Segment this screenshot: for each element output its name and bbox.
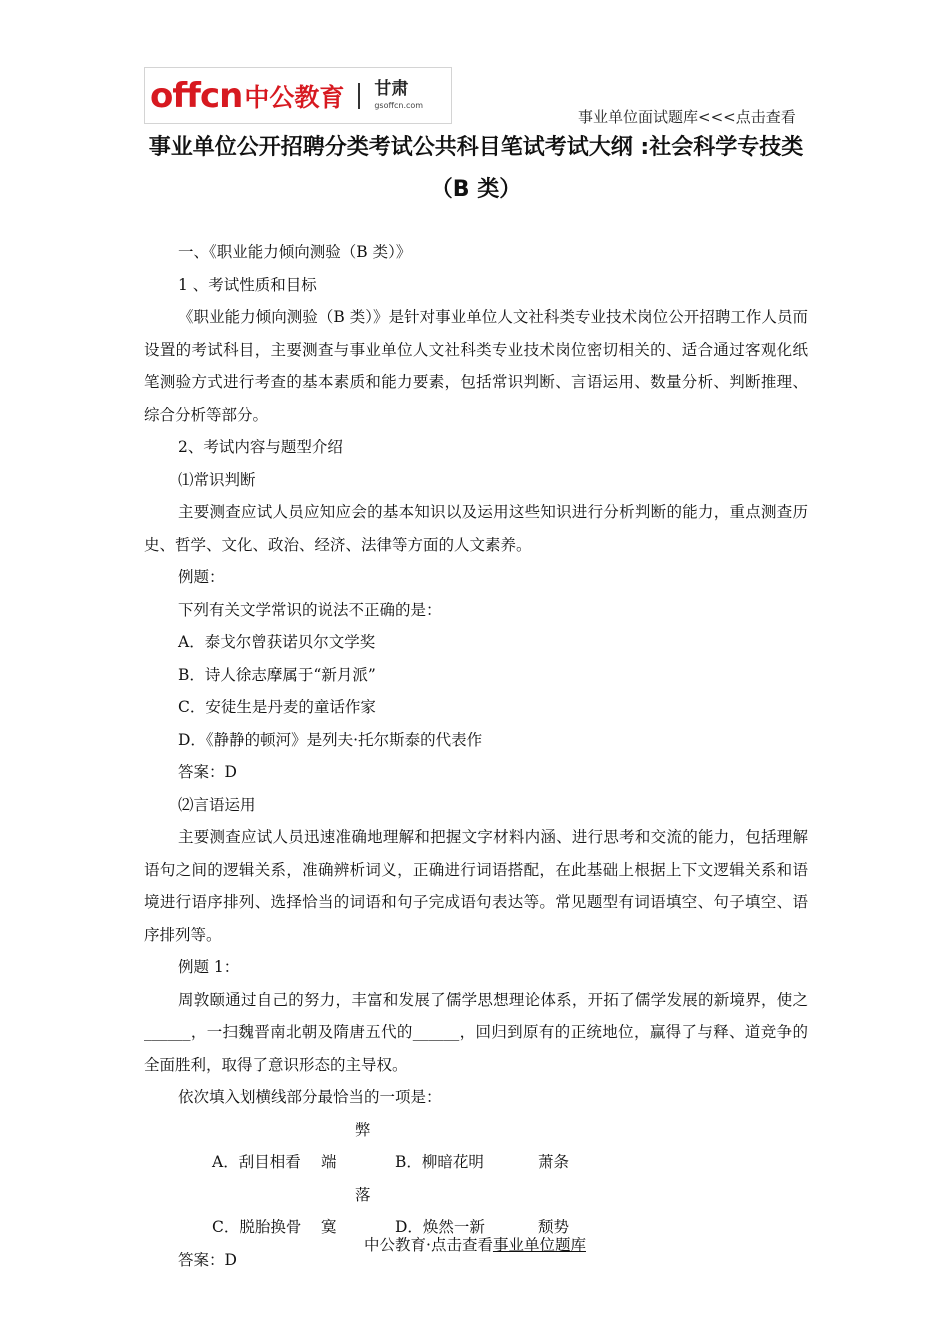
footer-exam-bank-link[interactable]: 事业单位题库 <box>492 1236 586 1254</box>
logo-chinese-name: 中公教育 <box>244 82 345 112</box>
option-d-word: 颓势 <box>538 1218 570 1236</box>
page-title-line2: （B 类） <box>430 177 522 202</box>
logo-region-block <box>374 81 423 110</box>
option-c-word: 落寞 <box>321 1185 371 1236</box>
brand-logo <box>144 67 452 124</box>
body-paragraph: 《职业能力倾向测验（B 类）》是针对事业单位人文社科类专业技术岗位公开招聘工作人员而设置的考试科目，主要测查与事业单位人文社科类专业技术岗位密切相关的、适合通过客观化纸笔测验方式进行考查的基本素质和能力要素，包括常识判断、言语运用、数量分析、判断推理、综合分析等部分。 <box>144 308 808 424</box>
page-title-line1: 事业单位公开招聘分类考试公共科目笔试考试大纲 :社会科学专技类 <box>148 135 804 160</box>
answer-line: 答案：D <box>178 1250 237 1269</box>
option-d: D．焕然一新 <box>395 1218 485 1236</box>
part-heading: ⑴常识判断 <box>178 470 256 489</box>
option-a-word: 弊端 <box>321 1120 371 1171</box>
question-stem: 周敦颐通过自己的努力，丰富和发展了儒学思想理论体系，开拓了儒学发展的新境界，使之______，一扫魏晋南北朝及隋唐五代的______，回归到原有的正统地位，赢得了与释、道竞争的全面胜利，取得了意识形态的主导权。 <box>144 990 808 1074</box>
question-stem: 下列有关文学常识的说法不正确的是： <box>178 600 442 619</box>
logo-region: 甘肃 <box>374 79 409 99</box>
interview-bank-link[interactable] <box>578 106 796 127</box>
question-prompt: 依次填入划横线部分最恰当的一项是： <box>178 1088 442 1106</box>
section-heading: 一、《职业能力倾向测验（B 类）》 <box>178 243 412 261</box>
page-footer <box>0 1233 950 1255</box>
document-body <box>144 236 808 1276</box>
question-option: D．《静静的顿河》是列夫·托尔斯泰的代表作 <box>178 730 483 749</box>
body-paragraph: 主要测查应试人员迅速准确地理解和把握文字材料内涵、进行思考和交流的能力，包括理解语句之间的逻辑关系，准确辨析词义，正确进行词语搭配，在此基础上根据上下文逻辑关系和语境进行语序排列、选择恰当的词语和句子完成语句表达等。常见题型有词语填空、句子填空、语序排列等。 <box>144 828 808 944</box>
subsection-heading: 2、考试内容与题型介绍 <box>178 438 343 456</box>
logo-offcn-text: offcn <box>150 75 243 116</box>
footer-prefix: 中公教育·点击查看 <box>364 1236 493 1254</box>
options-row <box>144 1114 808 1179</box>
example-label: 例题 1： <box>178 958 240 976</box>
option-b: B．柳暗花明 <box>395 1153 484 1171</box>
option-c: C．脱胎换骨 <box>212 1218 302 1236</box>
question-option: A．泰戈尔曾获诺贝尔文学奖 <box>178 633 376 651</box>
example-label: 例题： <box>178 568 225 586</box>
interview-bank-link-arrows[interactable]: <<<点击查看 <box>698 108 796 126</box>
logo-domain: gsoffcn.com <box>374 101 424 110</box>
option-a: A．刮目相看 <box>212 1153 301 1171</box>
question-option: C．安徒生是丹麦的童话作家 <box>178 698 376 716</box>
part-heading: ⑵言语运用 <box>178 795 256 814</box>
logo-divider <box>358 83 360 109</box>
subsection-heading: 1 、考试性质和目标 <box>178 275 317 294</box>
question-option: B．诗人徐志摩属于“新月派” <box>178 665 376 684</box>
body-paragraph: 主要测查应试人员应知应会的基本知识以及运用这些知识进行分析判断的能力，重点测查历史、哲学、文化、政治、经济、法律等方面的人文素养。 <box>144 503 808 554</box>
interview-bank-link-text[interactable]: 事业单位面试题库 <box>578 108 699 126</box>
page-title <box>144 127 808 211</box>
option-b-word: 萧条 <box>538 1153 570 1171</box>
answer-line: 答案：D <box>178 763 237 781</box>
